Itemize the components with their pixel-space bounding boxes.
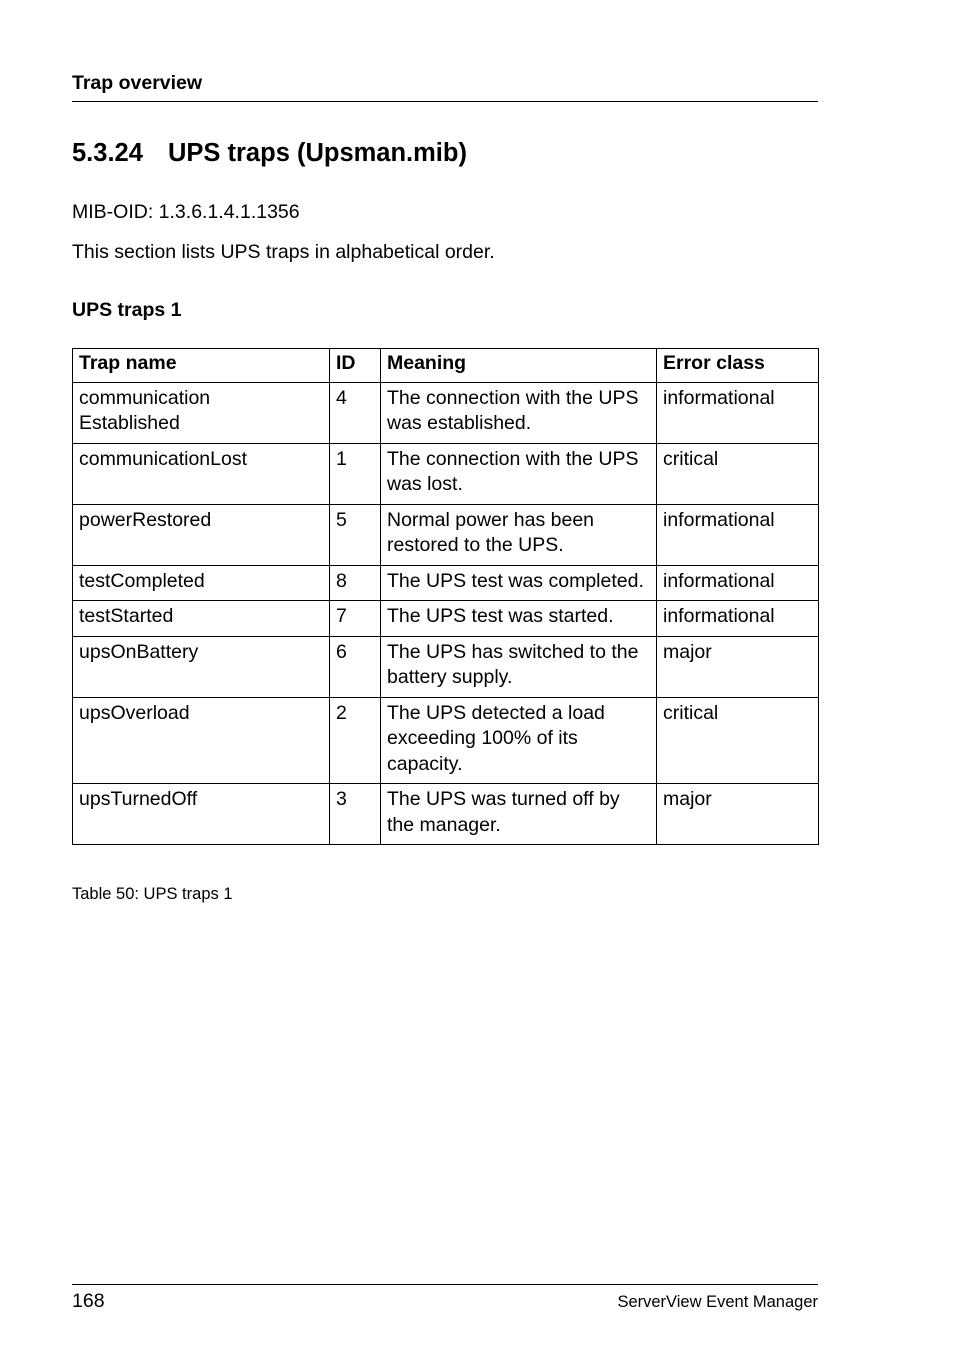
table-row: [73, 784, 819, 845]
footer-title: ServerView Event Manager: [617, 1293, 818, 1311]
trap-id-cell: 5: [330, 504, 381, 565]
trap-error-class-cell: major: [657, 636, 819, 697]
column-header-trap-name: Trap name: [73, 349, 330, 383]
table-row: [73, 636, 819, 697]
trap-id-cell: 8: [330, 565, 381, 601]
header-divider: [72, 101, 818, 102]
trap-id-cell: 1: [330, 443, 381, 504]
table-row: [73, 443, 819, 504]
running-header: Trap overview: [72, 72, 203, 94]
table-row: [73, 382, 819, 443]
table-row: [73, 697, 819, 784]
trap-error-class-cell: informational: [657, 504, 819, 565]
trap-id-cell: 6: [330, 636, 381, 697]
trap-name-cell: communicationLost: [73, 443, 330, 504]
trap-name-cell: powerRestored: [73, 504, 330, 565]
table-caption: Table 50: UPS traps 1: [72, 885, 233, 903]
column-header-error-class: Error class: [657, 349, 819, 383]
intro-paragraph: This section lists UPS traps in alphabetical order.: [72, 241, 495, 263]
trap-error-class-cell: major: [657, 784, 819, 845]
page-number: 168: [72, 1290, 105, 1312]
trap-name-cell: upsTurnedOff: [73, 784, 330, 845]
table-row: [73, 601, 819, 637]
trap-id-cell: 3: [330, 784, 381, 845]
column-header-meaning: Meaning: [381, 349, 657, 383]
trap-name-cell: testCompleted: [73, 565, 330, 601]
trap-meaning-cell: The UPS has switched to the battery supply.: [381, 636, 657, 697]
footer-divider: [72, 1284, 818, 1285]
trap-name-cell: testStarted: [73, 601, 330, 637]
table-row: [73, 565, 819, 601]
trap-meaning-cell: The UPS test was started.: [381, 601, 657, 637]
trap-meaning-cell: Normal power has been restored to the UPS.: [381, 504, 657, 565]
section-heading: [72, 139, 467, 168]
table-header-row: [73, 349, 819, 383]
trap-error-class-cell: informational: [657, 382, 819, 443]
trap-error-class-cell: informational: [657, 601, 819, 637]
trap-meaning-cell: The UPS test was completed.: [381, 565, 657, 601]
section-title: UPS traps (Upsman.mib): [168, 139, 467, 167]
trap-meaning-cell: The UPS was turned off by the manager.: [381, 784, 657, 845]
trap-name-line: Established: [79, 412, 180, 434]
table-heading: UPS traps 1: [72, 299, 182, 321]
trap-error-class-cell: informational: [657, 565, 819, 601]
ups-traps-table: [72, 348, 819, 845]
trap-meaning-cell: The connection with the UPS was established.: [381, 382, 657, 443]
trap-error-class-cell: critical: [657, 443, 819, 504]
trap-id-cell: 7: [330, 601, 381, 637]
trap-meaning-cell: The connection with the UPS was lost.: [381, 443, 657, 504]
trap-error-class-cell: critical: [657, 697, 819, 784]
trap-id-cell: 4: [330, 382, 381, 443]
column-header-id: ID: [330, 349, 381, 383]
section-number: 5.3.24: [72, 139, 143, 167]
trap-name-cell: upsOverload: [73, 697, 330, 784]
trap-name-line: communication: [79, 386, 211, 409]
trap-meaning-cell: The UPS detected a load exceeding 100% of its capacity.: [381, 697, 657, 784]
mib-oid-text: MIB-OID: 1.3.6.1.4.1.1356: [72, 201, 300, 223]
trap-name-cell: upsOnBattery: [73, 636, 330, 697]
trap-id-cell: 2: [330, 697, 381, 784]
table-row: [73, 504, 819, 565]
trap-name-cell: [73, 382, 330, 443]
